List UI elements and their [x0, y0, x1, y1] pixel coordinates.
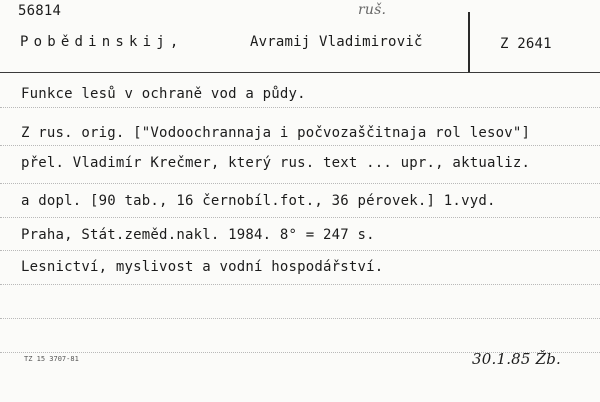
- ruled-line: [0, 183, 600, 184]
- ruled-line: [0, 318, 600, 319]
- ruled-line: [0, 284, 600, 285]
- ruled-line: [0, 217, 600, 218]
- print-code: TZ 15 3707-81: [24, 355, 79, 363]
- call-number: Z 2641: [500, 36, 552, 52]
- call-number-divider: [468, 12, 470, 72]
- date-initials: 30.1.85 Žb.: [472, 350, 562, 368]
- body-line-original-title: Z rus. orig. ["Vodoochrannaja i počvozaščitnaja rol lesov"]: [21, 125, 531, 141]
- body-line-imprint: Praha, Stát.zeměd.nakl. 1984. 8° = 247 s.: [21, 227, 375, 243]
- ruled-line: [0, 250, 600, 251]
- body-line-subject: Lesnictví, myslivost a vodní hospodářství.: [21, 259, 384, 275]
- body-line-extent: a dopl. [90 tab., 16 černobíl.fot., 36 pérovek.] 1.vyd.: [21, 193, 496, 209]
- header-separator: [0, 72, 600, 73]
- record-number: 56814: [18, 3, 62, 19]
- pencil-note: ruš.: [358, 2, 387, 18]
- author-surname: Pobědinskij,: [20, 34, 184, 50]
- title-line: Funkce lesů v ochraně vod a půdy.: [21, 86, 306, 102]
- ruled-line: [0, 107, 600, 108]
- body-line-translator: přel. Vladimír Krečmer, který rus. text ... upr., aktualiz.: [21, 155, 531, 171]
- ruled-line: [0, 145, 600, 146]
- author-given-names: Avramij Vladimirovič: [250, 34, 423, 50]
